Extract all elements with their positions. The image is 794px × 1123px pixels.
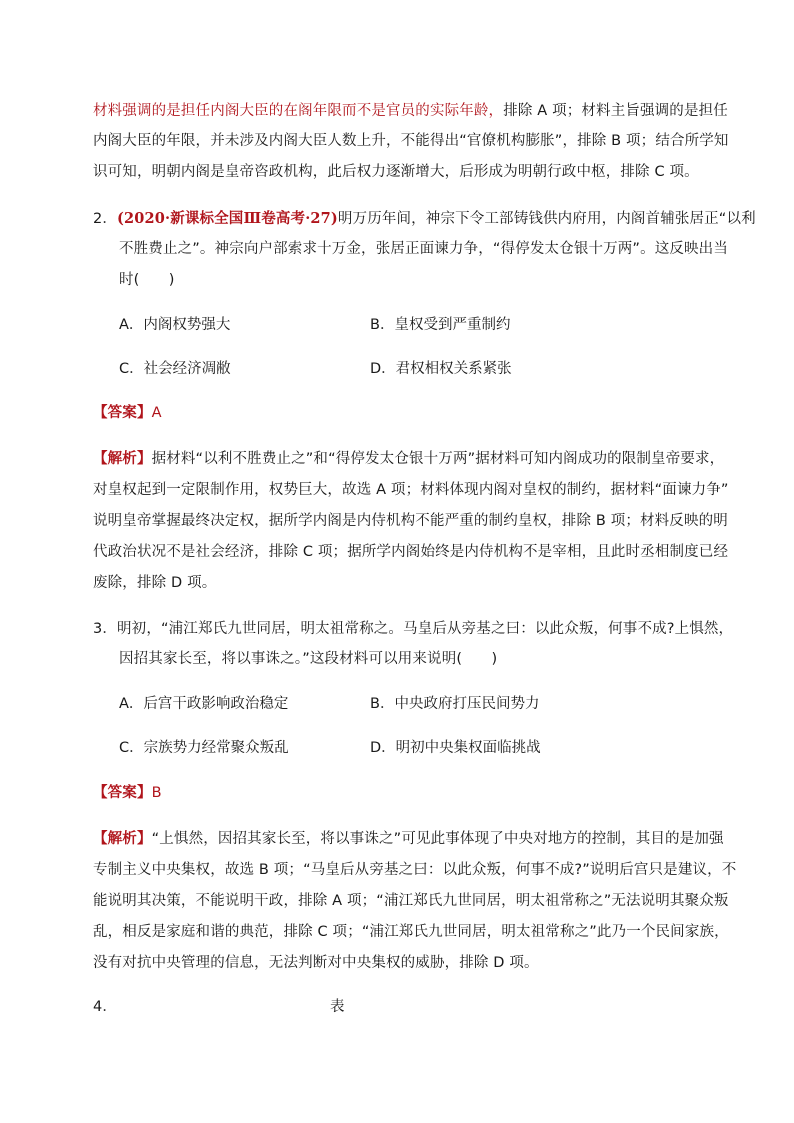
q3-analysis-label: 【解析】 bbox=[93, 831, 152, 847]
q3-option-a: A．后宫干政影响政治稳定 bbox=[119, 696, 289, 712]
q3-option-d: D．明初中央集权面临挑战 bbox=[370, 740, 541, 756]
q2-stem-line-2: 不胜费止之”。神宗向户部索求十万金，张居正面谏力争，“得停发太仓银十万两”。这反映出当 bbox=[119, 241, 728, 257]
q2-analysis-line-4: 代政治状况不是社会经济，排除 C 项；据所学内阁始终是内侍机构不是宰相，且此时丞相制度已经 bbox=[93, 544, 729, 560]
q1-analysis-highlight: 材料强调的是担任内阁大臣的在阁年限而不是官员的实际年龄， bbox=[93, 103, 504, 119]
q3-option-b: B．中央政府打压民间势力 bbox=[370, 696, 540, 712]
q2-source: (2020·新课标全国Ⅲ卷高考·27) bbox=[117, 210, 338, 227]
q3-stem-line-2: 因招其家长至，将以事诛之。”这段材料可以用来说明( ) bbox=[119, 651, 498, 667]
q3-answer bbox=[93, 783, 162, 803]
q2-option-d: D．君权相权关系紧张 bbox=[370, 361, 512, 377]
q3-analysis-text-1: “上惧然，因招其家长至，将以事诛之”可见此事体现了中央对地方的控制，其目的是加强 bbox=[151, 831, 724, 847]
q2-stem-line-1 bbox=[93, 209, 756, 229]
q2-stem-text-1: 明万历年间，神宗下令工部铸钱供内府用，内阁首辅张居正“以利 bbox=[337, 211, 756, 227]
q3-option-c: C．宗族势力经常聚众叛乱 bbox=[119, 740, 289, 756]
q4-number: 4． bbox=[93, 999, 118, 1015]
q2-option-c: C．社会经济凋敝 bbox=[119, 361, 231, 377]
q1-analysis-line-1 bbox=[93, 101, 728, 121]
q3-stem-line-1 bbox=[93, 619, 733, 639]
q3-answer-label: 【答案】 bbox=[93, 785, 152, 801]
q2-analysis-line-1 bbox=[93, 449, 724, 469]
q3-stem-text-1: 明初，“浦江郑氏九世同居，明太祖常称之。马皇后从旁基之曰：以此众叛，何事不成?上惧然， bbox=[117, 621, 734, 637]
q2-analysis-line-5: 废除，排除 D 项。 bbox=[93, 575, 217, 591]
q3-analysis-line-2: 专制主义中央集权，故选 B 项；“马皇后从旁基之曰：以此众叛，何事不成?”说明后宫只是建议，不 bbox=[93, 862, 737, 878]
q2-analysis-line-3: 说明皇帝掌握最终决定权，据所学内阁是内侍机构不能严重的制约皇权，排除 B 项；材料反映的明 bbox=[93, 513, 728, 529]
q3-analysis-line-4: 乱，相反是家庭和谐的典范，排除 C 项；“浦江郑氏九世同居，明太祖常称之”此乃一个民间家族， bbox=[93, 924, 729, 940]
q1-analysis-line-2: 内阁大臣的年限，并未涉及内阁大臣人数上升，不能得出“官僚机构膨胀”，排除 B 项；结合所学知 bbox=[93, 133, 729, 149]
q2-option-b: B．皇权受到严重制约 bbox=[370, 317, 511, 333]
q2-answer bbox=[93, 403, 162, 423]
q3-answer-value: B bbox=[151, 785, 162, 801]
q2-analysis-text-1: 据材料“以利不胜费止之”和“得停发太仓银十万两”据材料可知内阁成功的限制皇帝要求， bbox=[151, 451, 725, 467]
q2-option-a: A．内阁权势强大 bbox=[119, 317, 231, 333]
q3-analysis-line-3: 能说明其决策，不能说明干政，排除 A 项；“浦江郑氏九世同居，明太祖常称之”无法说明其聚众叛 bbox=[93, 893, 729, 909]
q4-table-caption: 表 bbox=[330, 999, 345, 1015]
q3-analysis-line-5: 没有对抗中央管理的信息，无法判断对中央集权的威胁，排除 D 项。 bbox=[93, 955, 539, 971]
q3-analysis-line-1 bbox=[93, 829, 724, 849]
q2-answer-value: A bbox=[151, 405, 162, 421]
q1-analysis-line-3: 识可知，明朝内阁是皇帝咨政机构，此后权力逐渐增大，后形成为明朝行政中枢，排除 C 项。 bbox=[93, 164, 699, 180]
q1-analysis-line-1-rest: 排除 A 项；材料主旨强调的是担任 bbox=[503, 103, 728, 119]
q2-analysis-line-2: 对皇权起到一定限制作用，权势巨大，故选 A 项；材料体现内阁对皇权的制约，据材料“面谏力争” bbox=[93, 482, 729, 498]
q2-number: 2． bbox=[93, 211, 118, 227]
q2-stem-line-3: 时( ) bbox=[119, 272, 175, 288]
q2-analysis-label: 【解析】 bbox=[93, 451, 152, 467]
q3-number: 3． bbox=[93, 621, 118, 637]
q2-answer-label: 【答案】 bbox=[93, 405, 152, 421]
